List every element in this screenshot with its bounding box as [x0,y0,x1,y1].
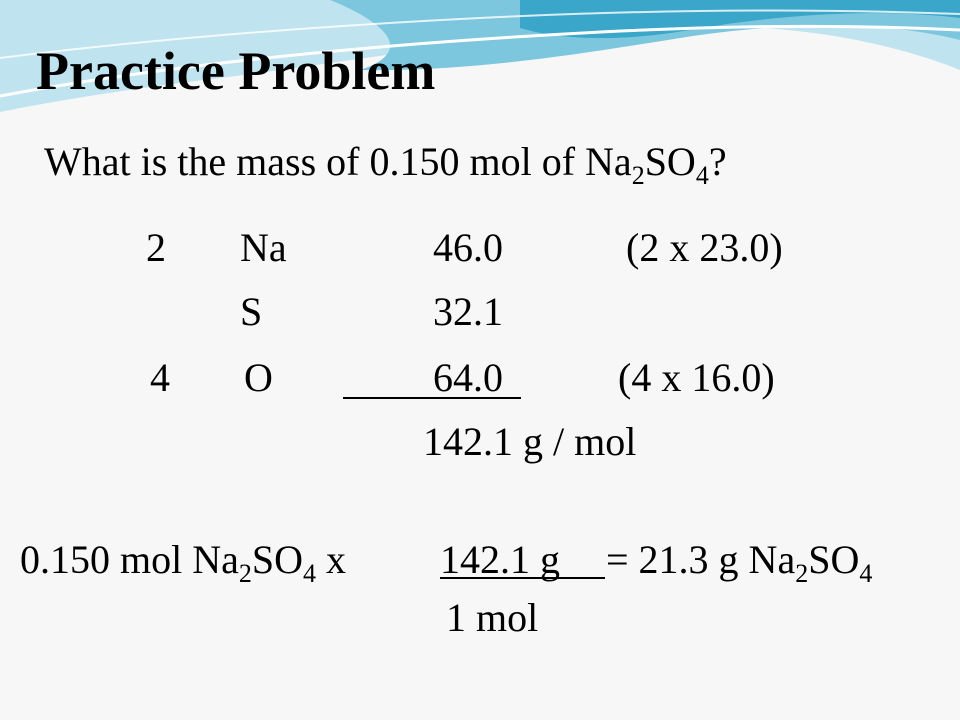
conversion-numerator: 142.1 g [440,537,560,582]
row1-count: 2 [146,225,166,270]
row3-calc: (4 x 16.0) [618,355,775,400]
row3-element: O [244,355,273,400]
conversion-denominator: 1 mol [446,595,539,640]
sum-underline [343,397,521,399]
fraction-bar [440,577,605,579]
row1-calc: (2 x 23.0) [626,225,783,270]
conversion-result: = 21.3 g $Na_2SO_4$ [606,537,873,588]
row3-mass: 64.0 [433,355,503,400]
question-text: What is the mass of 0.150 mol of $Na_2SO_4$? [44,139,727,190]
row2-mass: 32.1 [433,289,503,334]
row1-mass: 46.0 [433,225,503,270]
conversion-lhs: 0.150 mol $Na_2SO_4$ x [20,537,347,588]
row1-element: Na [240,225,287,270]
row2-element: S [240,289,263,334]
molar-mass-total: 142.1 g / mol [423,419,637,464]
row3-count: 4 [150,355,170,400]
slide-title: Practice Problem [36,41,436,101]
